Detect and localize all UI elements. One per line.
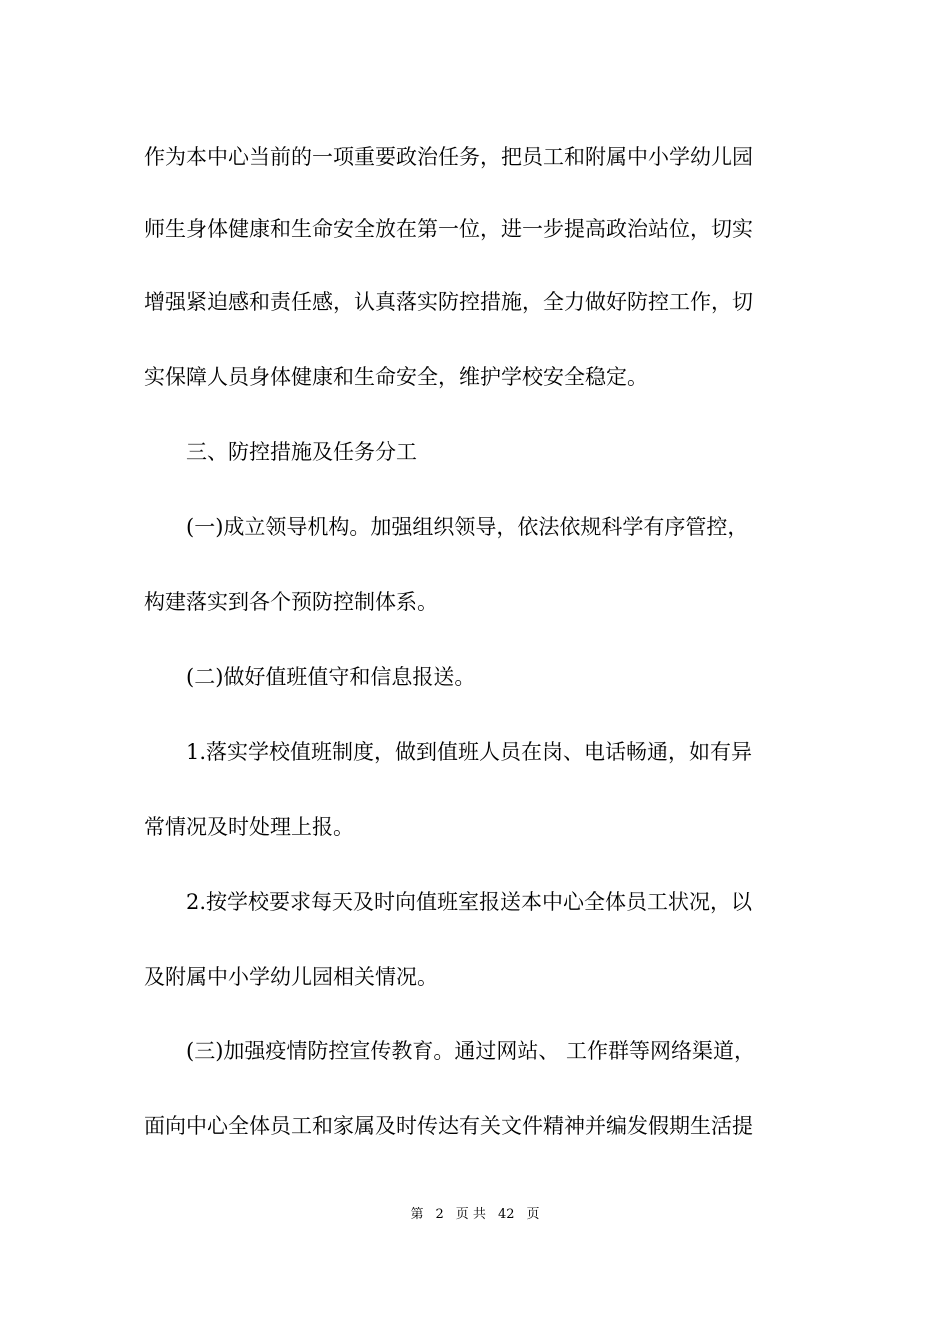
footer-prefix: 第 xyxy=(410,1207,424,1222)
paragraph-line: 常情况及时处理上报。 xyxy=(144,815,354,839)
footer-suffix: 页 xyxy=(526,1207,540,1222)
paragraph-line: (二)做好值班值守和信息报送。 xyxy=(186,665,476,689)
page-footer xyxy=(0,1206,950,1224)
paragraph-line: (三)加强疫情防控宣传教育。通过网站、 工作群等网络渠道， xyxy=(186,1039,756,1063)
paragraph-line: 2.按学校要求每天及时向值班室报送本中心全体员工状况，以 xyxy=(186,890,753,914)
paragraph-line: 实保障人员身体健康和生命安全，维护学校安全稳定。 xyxy=(144,365,648,389)
footer-middle: 页 共 xyxy=(455,1207,486,1222)
paragraph-line: 增强紧迫感和责任感，认真落实防控措施，全力做好防控工作，切 xyxy=(144,290,753,314)
footer-total-pages: 42 xyxy=(497,1207,515,1222)
paragraph-line: (一)成立领导机构。加强组织领导，依法依规科学有序管控， xyxy=(186,515,749,539)
footer-current-page: 2 xyxy=(435,1207,444,1222)
paragraph-line: 面向中心全体员工和家属及时传达有关文件精神并编发假期生活提 xyxy=(144,1114,753,1138)
paragraph-line: 作为本中心当前的一项重要政治任务，把员工和附属中小学幼儿园 xyxy=(144,145,753,169)
paragraph-line: 构建落实到各个预防控制体系。 xyxy=(144,590,438,614)
section-heading: 三、防控措施及任务分工 xyxy=(186,440,417,464)
paragraph-line: 1.落实学校值班制度，做到值班人员在岗、电话畅通，如有异 xyxy=(186,740,753,764)
paragraph-line: 师生身体健康和生命安全放在第一位，进一步提高政治站位，切实 xyxy=(144,217,753,241)
paragraph-line: 及附属中小学幼儿园相关情况。 xyxy=(144,965,438,989)
